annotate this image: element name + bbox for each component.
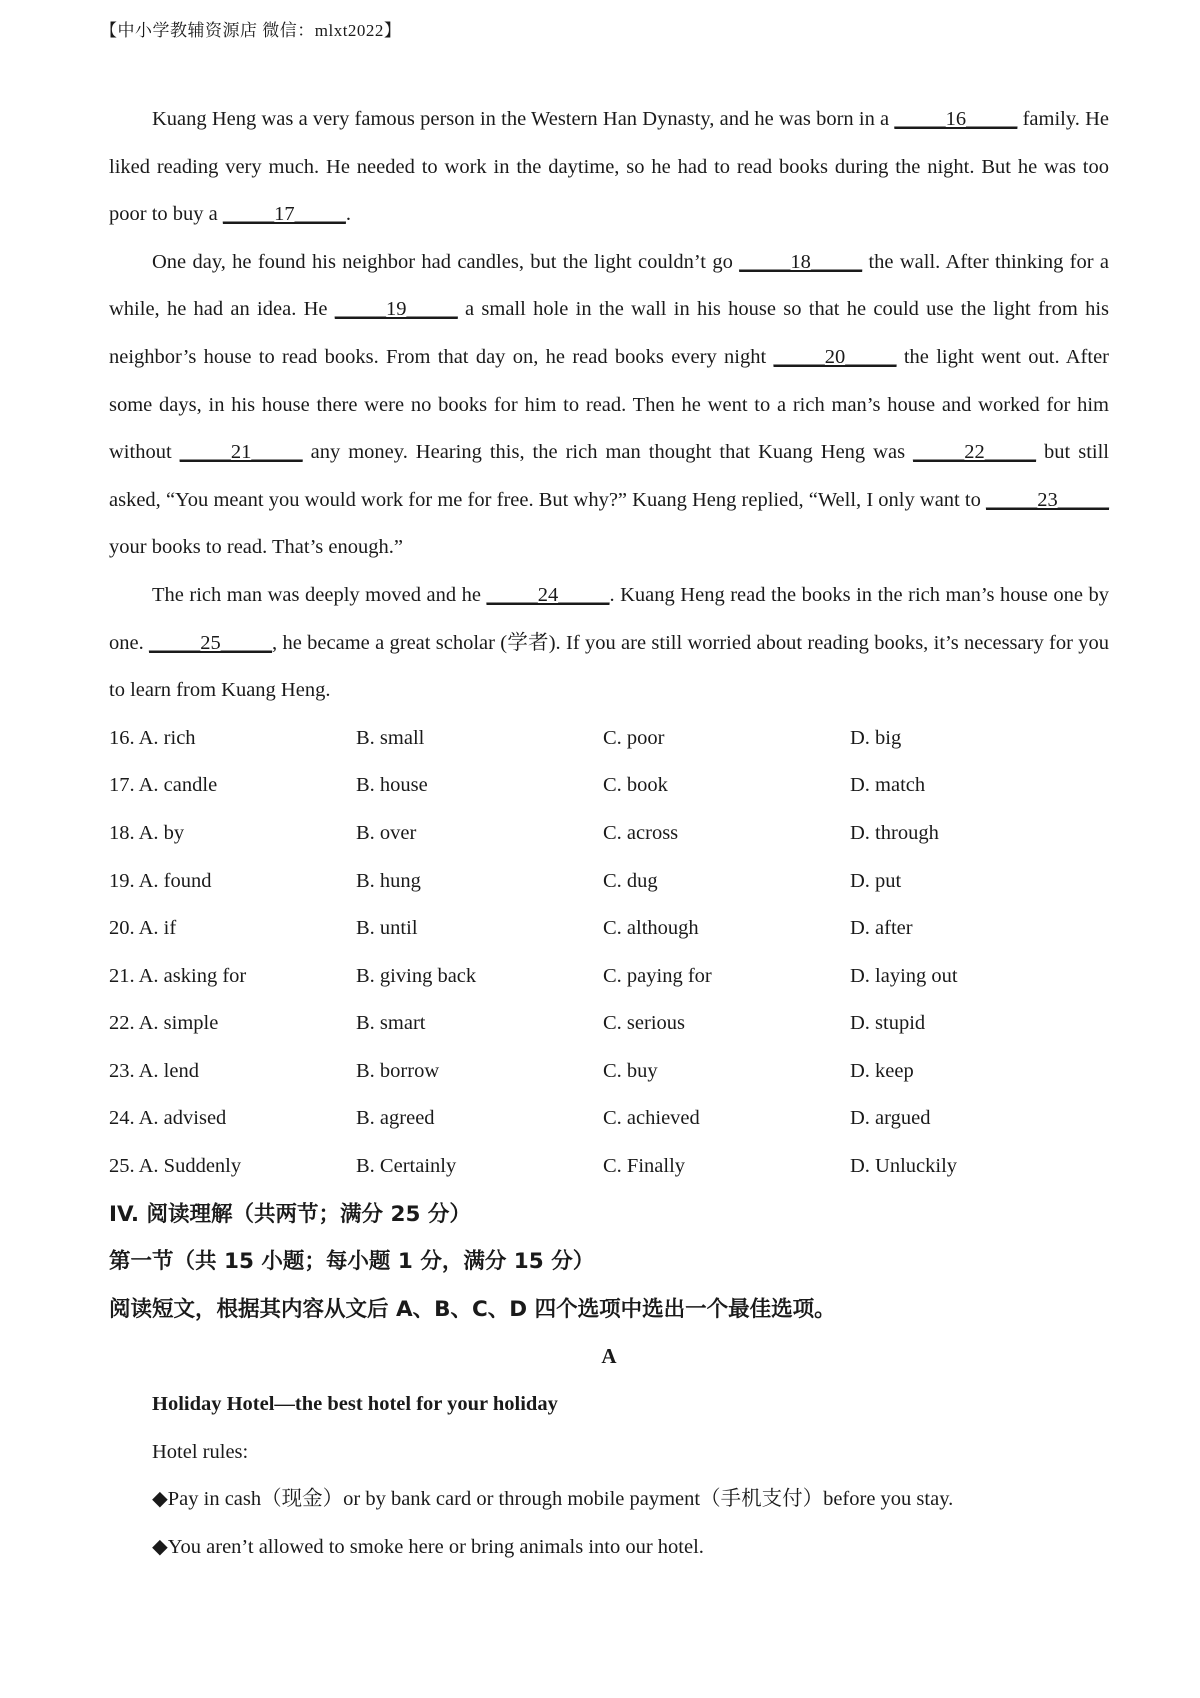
option-d: D. put bbox=[850, 869, 902, 892]
option-c: C. across bbox=[603, 821, 679, 844]
passage-text: One day, he found his neighbor had candles, but the light couldn’t go bbox=[152, 250, 740, 273]
question-row bbox=[109, 905, 1109, 953]
passage-text: any money. Hearing this, the rich man thought that Kuang Heng was bbox=[302, 441, 914, 464]
option-c: C. achieved bbox=[603, 1107, 700, 1130]
option-a: 18. A. by bbox=[109, 821, 185, 844]
option-a: 21. A. asking for bbox=[109, 964, 247, 987]
passage-text: The rich man was deeply moved and he bbox=[152, 583, 487, 606]
passage-text: the light went out. After some days, in his house there were no books for him to read. Then he went to a rich man’s house and worked for him without bbox=[109, 345, 1110, 464]
hotel-passage bbox=[109, 1381, 1109, 1571]
option-a: 17. A. candle bbox=[109, 774, 218, 797]
cloze-blank: _____21_____ bbox=[179, 441, 303, 464]
passage-text: a small hole in the wall in his house so that he could use the light from his neighbor’s house to read books. From that day on, he read books every night bbox=[109, 298, 1109, 368]
option-d: D. big bbox=[850, 726, 902, 749]
question-row bbox=[109, 1143, 1109, 1191]
option-d: D. through bbox=[850, 821, 939, 844]
option-d: D. laying out bbox=[850, 964, 958, 987]
passage-paragraph-2 bbox=[109, 239, 1109, 572]
question-row bbox=[109, 1095, 1109, 1143]
cloze-blank: _____17_____ bbox=[222, 203, 346, 226]
page-content bbox=[109, 96, 1109, 1571]
option-a: 23. A. lend bbox=[109, 1059, 199, 1082]
option-c: C. dug bbox=[603, 869, 658, 892]
header-note: 【中小学教辅资源店 微信：mlxt2022】 bbox=[100, 21, 402, 40]
cloze-options bbox=[109, 715, 1109, 1191]
option-b: B. over bbox=[356, 821, 417, 844]
option-b: B. until bbox=[356, 917, 418, 940]
option-b: B. hung bbox=[356, 869, 421, 892]
option-a: 19. A. found bbox=[109, 869, 212, 892]
option-b: B. borrow bbox=[356, 1059, 440, 1082]
hotel-rules-label: Hotel rules: bbox=[152, 1440, 249, 1463]
option-c: C. paying for bbox=[603, 964, 712, 987]
passage-paragraph-3 bbox=[109, 572, 1109, 715]
passage-text: the wall. After thinking for a while, he had an idea. He bbox=[109, 250, 1109, 321]
passage-paragraph-1 bbox=[109, 96, 1109, 239]
option-d: D. match bbox=[850, 774, 926, 797]
section-instruction: 阅读短文，根据其内容从文后 A、B、C、D 四个选项中选出一个最佳选项。 bbox=[109, 1296, 836, 1322]
option-c: C. poor bbox=[603, 726, 665, 749]
cloze-blank: _____16_____ bbox=[894, 108, 1018, 130]
option-b: B. giving back bbox=[356, 964, 477, 987]
option-c: C. although bbox=[603, 917, 699, 940]
question-row bbox=[109, 715, 1109, 763]
option-a: 24. A. advised bbox=[109, 1107, 227, 1130]
passage-text: Kuang Heng was a very famous person in the Western Han Dynasty, and he was born in a bbox=[152, 108, 895, 130]
option-b: B. agreed bbox=[356, 1107, 435, 1130]
option-a: 20. A. if bbox=[109, 917, 177, 940]
cloze-blank: _____20_____ bbox=[773, 345, 897, 368]
question-row bbox=[109, 1000, 1109, 1048]
hotel-rule: ◆You aren’t allowed to smoke here or bring animals into our hotel. bbox=[152, 1535, 704, 1558]
cloze-passage bbox=[109, 96, 1109, 715]
option-b: B. Certainly bbox=[356, 1155, 457, 1178]
hotel-rule: ◆Pay in cash（现金）or by bank card or through mobile payment（手机支付）before you stay. bbox=[152, 1488, 954, 1511]
section-heading: IV. 阅读理解（共两节；满分 25 分） bbox=[109, 1201, 471, 1227]
passage-text: . Kuang Heng read the books in the rich man’s house one by one. bbox=[109, 583, 1109, 654]
option-a: 22. A. simple bbox=[109, 1012, 219, 1035]
option-c: C. serious bbox=[603, 1012, 685, 1035]
passage-letter: A bbox=[601, 1344, 617, 1369]
section-subheading: 第一节（共 15 小题；每小题 1 分，满分 15 分） bbox=[109, 1249, 595, 1275]
passage-text: your books to read. That’s enough.” bbox=[109, 536, 403, 559]
passage-text: but still asked, “You meant you would work for me for free. But why?” Kuang Heng replied, “Well, I only want to bbox=[109, 441, 1109, 511]
cloze-blank: _____23_____ bbox=[986, 488, 1109, 511]
option-d: D. Unluckily bbox=[850, 1155, 958, 1178]
cloze-blank: _____19_____ bbox=[334, 298, 458, 321]
cloze-blank: _____18_____ bbox=[739, 250, 863, 273]
option-b: B. small bbox=[356, 726, 425, 749]
cloze-blank: _____25_____ bbox=[149, 631, 273, 654]
hotel-title: Holiday Hotel—the best hotel for your holiday bbox=[152, 1393, 558, 1416]
question-row bbox=[109, 858, 1109, 906]
option-b: B. house bbox=[356, 774, 428, 797]
cloze-blank: _____24_____ bbox=[486, 583, 610, 606]
option-c: C. Finally bbox=[603, 1155, 686, 1178]
option-a: 16. A. rich bbox=[109, 726, 196, 749]
question-row bbox=[109, 953, 1109, 1001]
option-c: C. book bbox=[603, 774, 668, 797]
question-row bbox=[109, 762, 1109, 810]
passage-text: family. He liked reading very much. He needed to work in the daytime, so he had to read books during the night. But he was too poor to buy a bbox=[109, 108, 1109, 226]
option-d: D. keep bbox=[850, 1059, 914, 1082]
question-row bbox=[109, 1048, 1109, 1096]
option-d: D. argued bbox=[850, 1107, 931, 1130]
option-d: D. stupid bbox=[850, 1012, 926, 1035]
passage-text: . bbox=[345, 203, 351, 226]
option-b: B. smart bbox=[356, 1012, 426, 1035]
passage-text: , he became a great scholar (学者). If you are still worried about reading books, it’s necessary for you to learn from Kuang Heng. bbox=[109, 631, 1109, 702]
question-row bbox=[109, 810, 1109, 858]
option-c: C. buy bbox=[603, 1059, 658, 1082]
cloze-blank: _____22_____ bbox=[913, 441, 1037, 464]
option-d: D. after bbox=[850, 917, 913, 940]
option-a: 25. A. Suddenly bbox=[109, 1155, 242, 1178]
